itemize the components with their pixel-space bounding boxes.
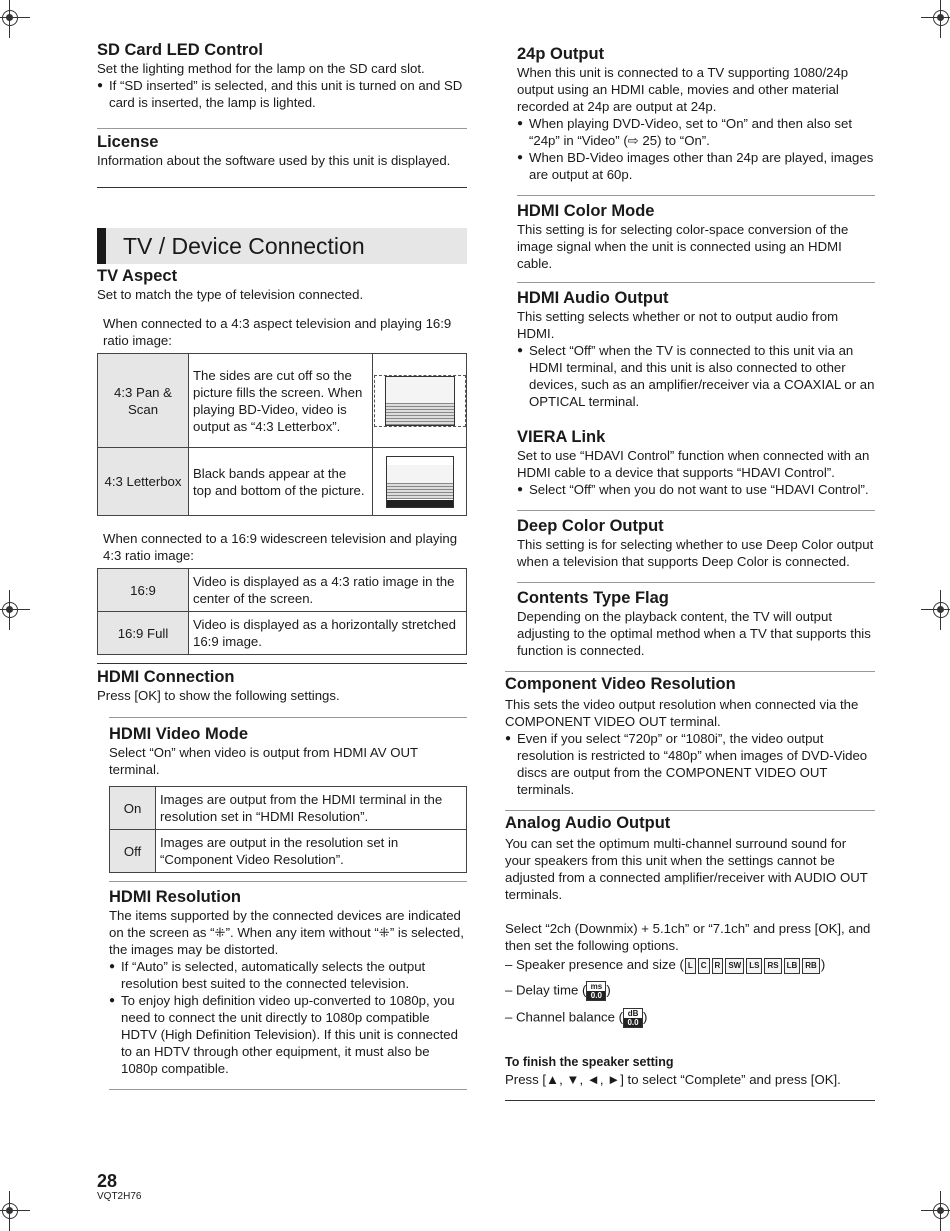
divider (517, 282, 875, 283)
subsection-hdmi-video-mode (109, 717, 467, 1090)
section-component-video (505, 672, 875, 798)
registration-mark-top-right (929, 6, 950, 30)
speaker-icon-l: L (685, 958, 696, 974)
section-desc: This sets the video output resolution when connected via the COMPONENT VIDEO OUT terminal. (505, 697, 859, 729)
tv-image-icon (386, 456, 454, 508)
chapter-title: TV / Device Connection (123, 233, 365, 259)
option-text: – Speaker presence and size ( (505, 957, 684, 972)
section-desc: You can set the optimum multi-channel surround sound for your speakers from this unit when the settings cannot be adjusted from a connected amplifier/receiver with AUDIO OUT terminals. (505, 836, 868, 902)
row-label: Off (110, 830, 156, 873)
speaker-icon-rs: RS (764, 958, 781, 974)
banner-bar (97, 228, 106, 264)
close-paren: ) (606, 982, 611, 997)
speaker-icon-c: C (698, 958, 710, 974)
bullet: ● When playing DVD-Video, set to “On” and then also set “24p” in “Video” (⇨ 25) to “On”. (517, 115, 875, 149)
table-row (98, 569, 467, 612)
section-title: HDMI Connection (97, 668, 235, 686)
option-speaker (505, 956, 875, 974)
divider (517, 510, 875, 511)
row-text: Video is displayed as a horizontally stretched 16:9 image. (189, 612, 467, 655)
chapter-banner (97, 228, 467, 264)
section-desc: This setting is for selecting whether to use Deep Color output when a television that supports Deep Color is connected. (517, 537, 874, 569)
section-sd-card-led (97, 40, 467, 128)
speaker-icon-lb: LB (784, 958, 801, 974)
registration-mark-bottom-left (0, 1199, 22, 1223)
divider (505, 1100, 875, 1101)
section-desc: Set the lighting method for the lamp on the SD card slot. (97, 61, 425, 76)
section-tv-aspect (97, 264, 467, 655)
registration-mark-mid-right (929, 598, 950, 622)
section-title: TV Aspect (97, 267, 178, 285)
speaker-icon-rb: RB (802, 958, 820, 974)
bullet: ● To enjoy high definition video up-converted to 1080p, you need to connect the unit directly to 1080p compatible HDTV (High Definition Television). If this unit is connected to an HDTV through other equipment, it must also be 1080p compatible. (109, 992, 467, 1077)
section-title: VIERA Link (517, 428, 606, 446)
option-delay (505, 981, 875, 1001)
row-label: 16:9 (98, 569, 189, 612)
registration-mark-mid-left (0, 598, 22, 622)
bullet: ● If “Auto” is selected, automatically selects the output resolution best suited to the connected television. (109, 958, 467, 992)
finish-desc: Press [▲, ▼, ◄, ►] to select “Complete” and press [OK]. (505, 1071, 841, 1087)
section-title: 24p Output (517, 45, 605, 63)
subsection-24p-output (517, 44, 875, 659)
divider (109, 1089, 467, 1090)
section-analog-audio (505, 811, 875, 1101)
row-label: On (110, 787, 156, 830)
section-desc: Set to use “HDAVI Control” function when connected with an HDMI cable to a device that supports “HDAVI Control”. (517, 448, 870, 480)
section-desc: Select “On” when video is output from HDMI AV OUT terminal. (109, 745, 418, 777)
section-license (97, 129, 467, 187)
right-column (505, 44, 875, 1101)
section-title: SD Card LED Control (97, 41, 263, 59)
section-desc: This setting selects whether or not to output audio from HDMI. (517, 309, 839, 341)
section-desc: Depending on the playback content, the TV will output adjusting to the optimal method when a TV that supports this function is connected. (517, 609, 871, 658)
section-title: Component Video Resolution (505, 675, 736, 693)
divider (109, 717, 467, 718)
option-text: – Channel balance ( (505, 1009, 624, 1024)
row-text: Images are output from the HDMI terminal in the resolution set in “HDMI Resolution”. (156, 787, 467, 830)
section-title: Deep Color Output (517, 517, 664, 535)
option-text: – Delay time ( (505, 982, 587, 997)
table-row (110, 830, 467, 873)
section-desc: When this unit is connected to a TV supporting 1080/24p output using an HDMI cable, movies and other material recorded at 24p are output at 24p. (517, 65, 849, 114)
bullet: ● Select “Off” when the TV is connected to this unit via an HDMI terminal, and this unit is also connected to other devices, such as an amplifier/receiver via a COAXIAL or an OPTICAL terminal. (517, 342, 875, 410)
section-desc: Press [OK] to show the following settings. (97, 688, 340, 703)
close-paren: ) (820, 957, 826, 972)
delay-time-icon: ms 0.0 (586, 981, 606, 1001)
section-title: Contents Type Flag (517, 589, 669, 607)
letterbox-illustration (373, 448, 467, 516)
select-instruction: Select “2ch (Downmix) + 5.1ch” or “7.1ch” and press [OK], and then set the following options. (505, 921, 871, 953)
table-row (98, 612, 467, 655)
intro-43: When connected to a 4:3 aspect television and playing 16:9 ratio image: (103, 316, 452, 348)
finish-title: To finish the speaker setting (505, 1054, 674, 1069)
divider (517, 195, 875, 196)
section-title: HDMI Color Mode (517, 202, 655, 220)
channel-balance-icon: dB 0.0 (623, 1008, 643, 1028)
section-title: HDMI Audio Output (517, 289, 669, 307)
section-desc: Set to match the type of television connected. (97, 287, 364, 302)
registration-mark-bottom-right (929, 1199, 950, 1223)
row-text: The sides are cut off so the picture fills the screen. When playing BD-Video, video is output as “4:3 Letterbox”. (189, 354, 373, 448)
aspect-table-169 (97, 568, 467, 655)
speaker-icon-sw: SW (725, 958, 744, 974)
pan-scan-illustration (373, 354, 467, 448)
table-row (98, 448, 467, 516)
divider (109, 881, 467, 882)
page-number: 28 (97, 1171, 118, 1191)
model-code: VQT2H76 (97, 1191, 142, 1202)
bullet: ● Even if you select “720p” or “1080i”, the video output resolution is restricted to “480p” when images of DVD-Video discs are output from the COMPONENT VIDEO OUT terminals. (505, 730, 875, 798)
aspect-table-43 (97, 353, 467, 516)
registration-mark-top-left (0, 6, 22, 30)
table-row (98, 354, 467, 448)
speaker-icon-r: R (712, 958, 724, 974)
row-label: 4:3 Pan & Scan (98, 354, 189, 448)
bullet: ● Select “Off” when you do not want to use “HDAVI Control”. (517, 481, 875, 498)
left-column (97, 40, 467, 1090)
close-paren: ) (643, 1009, 648, 1024)
bullet: ● When BD-Video images other than 24p are played, images are output at 60p. (517, 149, 875, 183)
section-title: HDMI Resolution (109, 888, 241, 906)
row-text: Black bands appear at the top and bottom of the picture. (189, 448, 373, 516)
section-hdmi-connection (97, 664, 467, 717)
section-title: HDMI Video Mode (109, 725, 249, 743)
section-desc: The items supported by the connected devices are indicated on the screen as “⁜”. When any item without “⁜” is selected, the images may be distorted. (109, 908, 464, 957)
intro-169: When connected to a 16:9 widescreen television and playing 4:3 ratio image: (103, 531, 458, 563)
tv-image-icon (374, 375, 466, 427)
divider (97, 187, 467, 188)
section-desc: Information about the software used by this unit is displayed. (97, 153, 451, 168)
section-title: License (97, 133, 159, 151)
row-text: Images are output in the resolution set in “Component Video Resolution”. (156, 830, 467, 873)
row-text: Video is displayed as a 4:3 ratio image in the center of the screen. (189, 569, 467, 612)
row-label: 16:9 Full (98, 612, 189, 655)
table-row (110, 787, 467, 830)
speaker-icons (684, 957, 821, 972)
speaker-icon-ls: LS (746, 958, 762, 974)
option-balance (505, 1008, 875, 1028)
row-label: 4:3 Letterbox (98, 448, 189, 516)
bullet: ● If “SD inserted” is selected, and this unit is turned on and SD card is inserted, the lamp is lighted. (97, 77, 467, 111)
section-title: Analog Audio Output (505, 814, 671, 832)
video-mode-table (109, 786, 467, 873)
section-desc: This setting is for selecting color-space conversion of the image signal when the unit is connected using an HDMI cable. (517, 222, 849, 271)
divider (517, 582, 875, 583)
